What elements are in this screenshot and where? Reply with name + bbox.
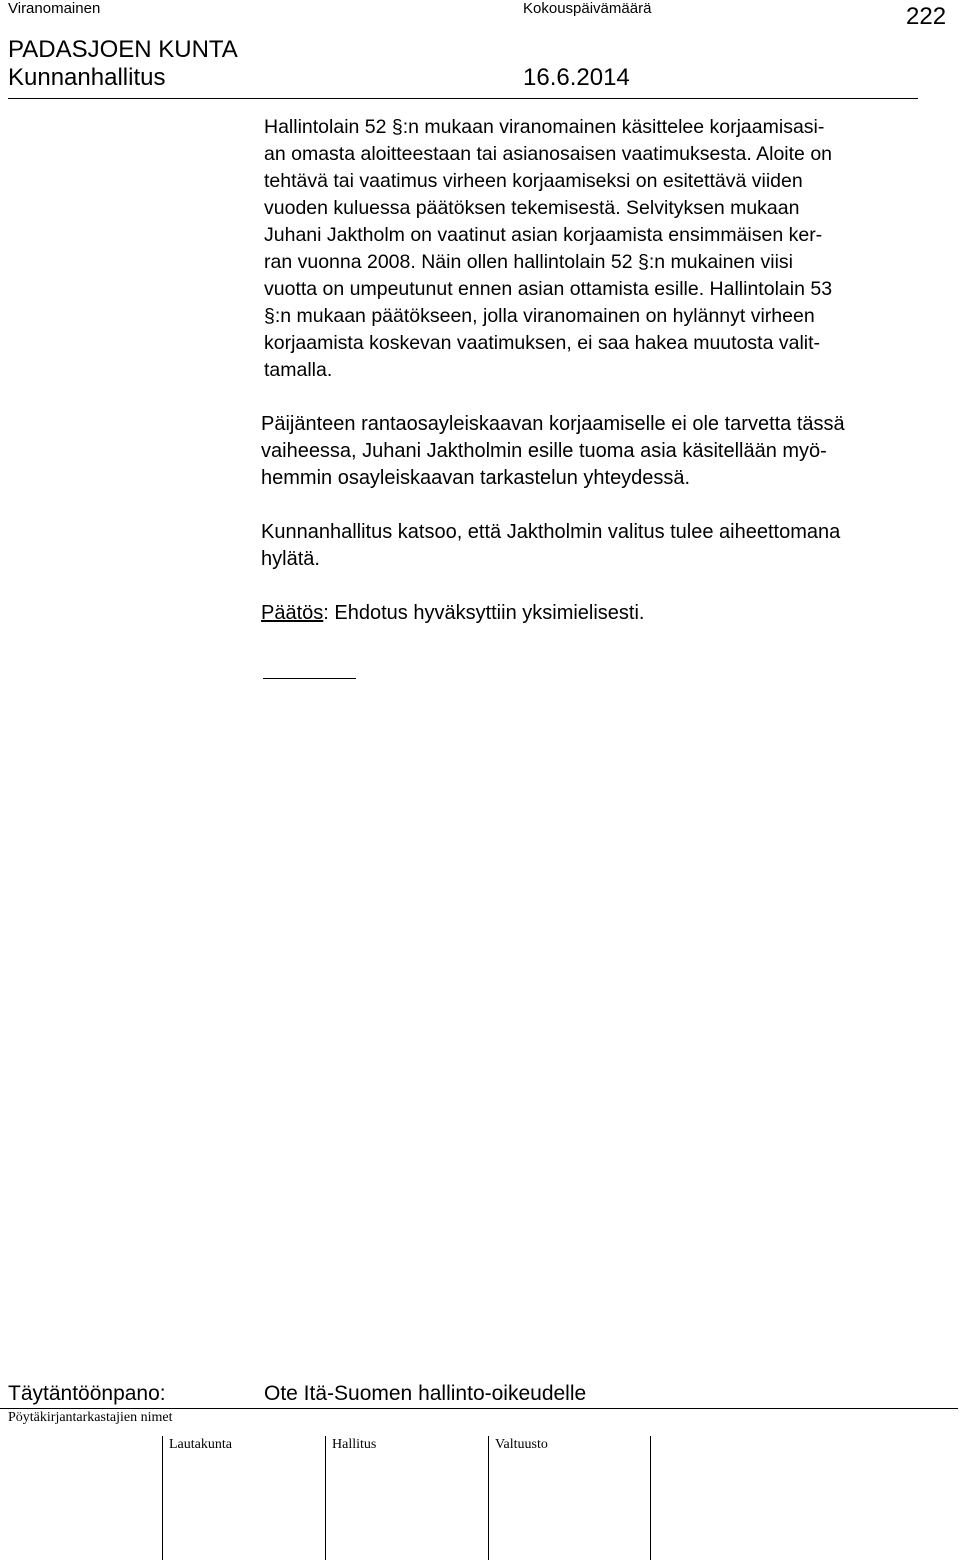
text-line: §:n mukaan päätökseen, jolla viranomainen on hylännyt virheen <box>264 305 815 327</box>
municipality-name: PADASJOEN KUNTA <box>8 36 238 63</box>
footer-divider <box>0 1408 958 1409</box>
text-line: hemmin osayleiskaavan tarkastelun yhteydessä. <box>261 467 691 489</box>
text-line: korjaamista koskevan vaatimuksen, ei saa hakea muutosta valit- <box>264 332 821 354</box>
text-line: Juhani Jaktholm on vaatinut asian korjaamista ensimmäisen ker- <box>264 224 823 246</box>
text-line: hylätä. <box>261 548 320 570</box>
column-divider <box>650 1436 651 1560</box>
column-divider <box>162 1436 163 1560</box>
column-lautakunta: Lautakunta <box>169 1437 232 1452</box>
meeting-date: 16.6.2014 <box>523 64 630 91</box>
meeting-date-label: Kokouspäivämäärä <box>523 0 652 17</box>
reviewers-label: Pöytäkirjantarkastajien nimet <box>8 1410 173 1425</box>
column-hallitus: Hallitus <box>332 1437 377 1452</box>
paragraph-2 <box>261 411 845 492</box>
decision <box>261 600 645 627</box>
text-line: Kunnanhallitus katsoo, että Jaktholmin valitus tulee aiheettomana <box>261 521 841 543</box>
execution-value: Ote Itä-Suomen hallinto-oikeudelle <box>264 1382 587 1405</box>
text-line: an omasta aloitteestaan tai asianosaisen vaatimuksesta. Aloite on <box>264 143 833 165</box>
authority-label: Viranomainen <box>8 0 101 17</box>
text-line: Hallintolain 52 §:n mukaan viranomainen käsittelee korjaamisasi- <box>264 116 825 138</box>
text-line: vaiheessa, Juhani Jaktholmin esille tuoma asia käsitellään myö- <box>261 440 827 462</box>
column-valtuusto: Valtuusto <box>495 1437 548 1452</box>
section-end-rule <box>263 678 356 679</box>
execution-label: Täytäntöönpano: <box>8 1382 166 1405</box>
text-line: Päijänteen rantaosayleiskaavan korjaamiselle ei ole tarvetta tässä <box>261 413 845 435</box>
decision-label: Päätös <box>261 602 324 624</box>
text-line: vuotta on umpeutunut ennen asian ottamista esille. Hallintolain 53 <box>264 278 833 300</box>
page-number: 222 <box>906 3 947 30</box>
text-line: vuoden kuluessa päätöksen tekemisestä. Selvityksen mukaan <box>264 197 800 219</box>
text-line: ran vuonna 2008. Näin ollen hallintolain 52 §:n mukainen viisi <box>264 251 794 273</box>
text-line: tamalla. <box>264 359 333 381</box>
header-divider <box>8 98 918 99</box>
body-name: Kunnanhallitus <box>8 64 166 91</box>
column-divider <box>325 1436 326 1560</box>
text-line: tehtävä tai vaatimus virheen korjaamiseksi on esitettävä viiden <box>264 170 803 192</box>
paragraph-3 <box>261 519 840 573</box>
column-divider <box>488 1436 489 1560</box>
decision-text: : Ehdotus hyväksyttiin yksimielisesti. <box>323 602 645 624</box>
paragraph-1 <box>264 114 832 384</box>
